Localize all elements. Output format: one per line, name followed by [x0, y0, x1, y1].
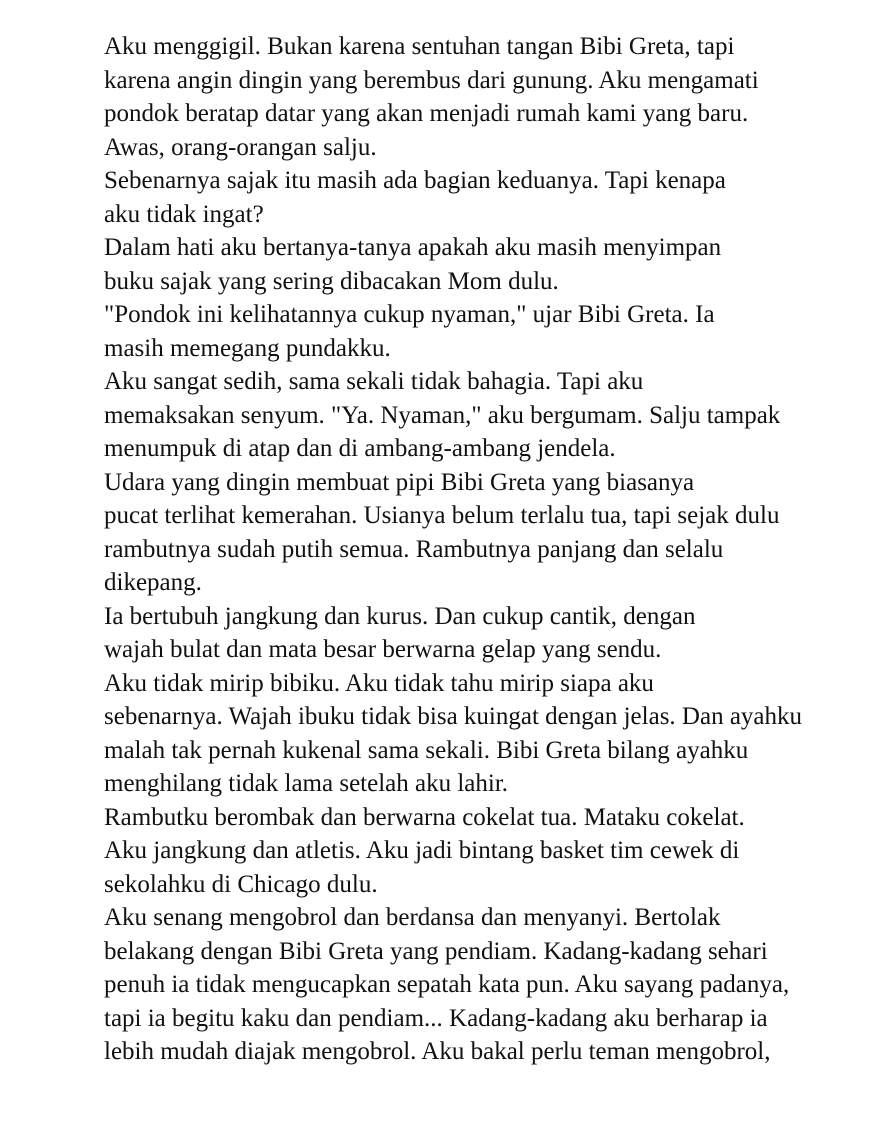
text-line: menghilang tidak lama setelah aku lahir.: [104, 770, 509, 797]
paragraph: [31, 164, 861, 231]
text-line: pondok beratap datar yang akan menjadi rumah kami yang baru.: [104, 100, 749, 127]
paragraph: [31, 600, 861, 667]
text-line: karena angin dingin yang berembus dari gunung. Aku mengamati: [104, 66, 759, 94]
text-line: dikepang.: [104, 569, 202, 596]
text-line: memaksakan senyum. "Ya. Nyaman," aku bergumam. Salju tampak: [104, 401, 781, 429]
text-line: Aku sangat sedih, sama sekali tidak bahagia. Tapi aku: [104, 368, 644, 395]
text-line: lebih mudah diajak mengobrol. Aku bakal perlu teman mengobrol,: [104, 1038, 771, 1065]
text-line: Awas, orang-orangan salju.: [104, 133, 377, 161]
paragraph: [31, 801, 861, 902]
text-line: masih memegang pundakku.: [104, 334, 391, 362]
text-line: pucat terlihat kemerahan. Usianya belum terlalu tua, tapi sejak dulu: [104, 502, 780, 529]
text-line: "Pondok ini kelihatannya cukup nyaman," ujar Bibi Greta. Ia: [104, 301, 715, 328]
text-line: sekolahku di Chicago dulu.: [104, 870, 378, 898]
text-line: Aku menggigil. Bukan karena sentuhan tangan Bibi Greta, tapi: [104, 33, 735, 60]
text-line: Aku senang mengobrol dan berdansa dan menyanyi. Bertolak: [104, 904, 721, 931]
text-line: menumpuk di atap dan di ambang-ambang jendela.: [104, 435, 616, 462]
paragraph: [31, 466, 861, 600]
text-line: sebenarnya. Wajah ibuku tidak bisa kuingat dengan jelas. Dan ayahku: [104, 703, 803, 730]
text-line: Sebenarnya sajak itu masih ada bagian keduanya. Tapi kenapa: [104, 167, 726, 194]
text-line: wajah bulat dan mata besar berwarna gelap yang sendu.: [104, 636, 662, 663]
text-line: tapi ia begitu kaku dan pendiam... Kadang-kadang aku berharap ia: [104, 1004, 768, 1032]
text-line: Aku jangkung dan atletis. Aku jadi bintang basket tim cewek di: [104, 837, 740, 864]
document-page: [31, 30, 861, 1069]
text-line: aku tidak ingat?: [104, 200, 264, 228]
text-line: malah tak pernah kukenal sama sekali. Bibi Greta bilang ayahku: [104, 736, 749, 764]
text-line: rambutnya sudah putih semua. Rambutnya panjang dan selalu: [104, 535, 724, 563]
text-line: Aku tidak mirip bibiku. Aku tidak tahu mirip siapa aku: [104, 669, 654, 697]
paragraph: [31, 231, 861, 298]
text-line: belakang dengan Bibi Greta yang pendiam. Kadang-kadang sehari: [104, 937, 768, 965]
paragraph: [31, 901, 861, 1069]
text-line: buku sajak yang sering dibacakan Mom dulu.: [104, 267, 559, 295]
text-line: Dalam hati aku bertanya-tanya apakah aku masih menyimpan: [104, 234, 722, 261]
text-line: penuh ia tidak mengucapkan sepatah kata pun. Aku sayang padanya,: [104, 971, 790, 998]
paragraph: [31, 30, 861, 131]
text-line: Udara yang dingin membuat pipi Bibi Greta yang biasanya: [104, 468, 695, 496]
text-line: Ia bertubuh jangkung dan kurus. Dan cukup cantik, dengan: [104, 602, 696, 630]
paragraph: [31, 667, 861, 801]
paragraph: [31, 131, 861, 165]
paragraph: [31, 298, 861, 365]
text-line: Rambutku berombak dan berwarna cokelat tua. Mataku cokelat.: [104, 803, 745, 831]
paragraph: [31, 365, 861, 466]
